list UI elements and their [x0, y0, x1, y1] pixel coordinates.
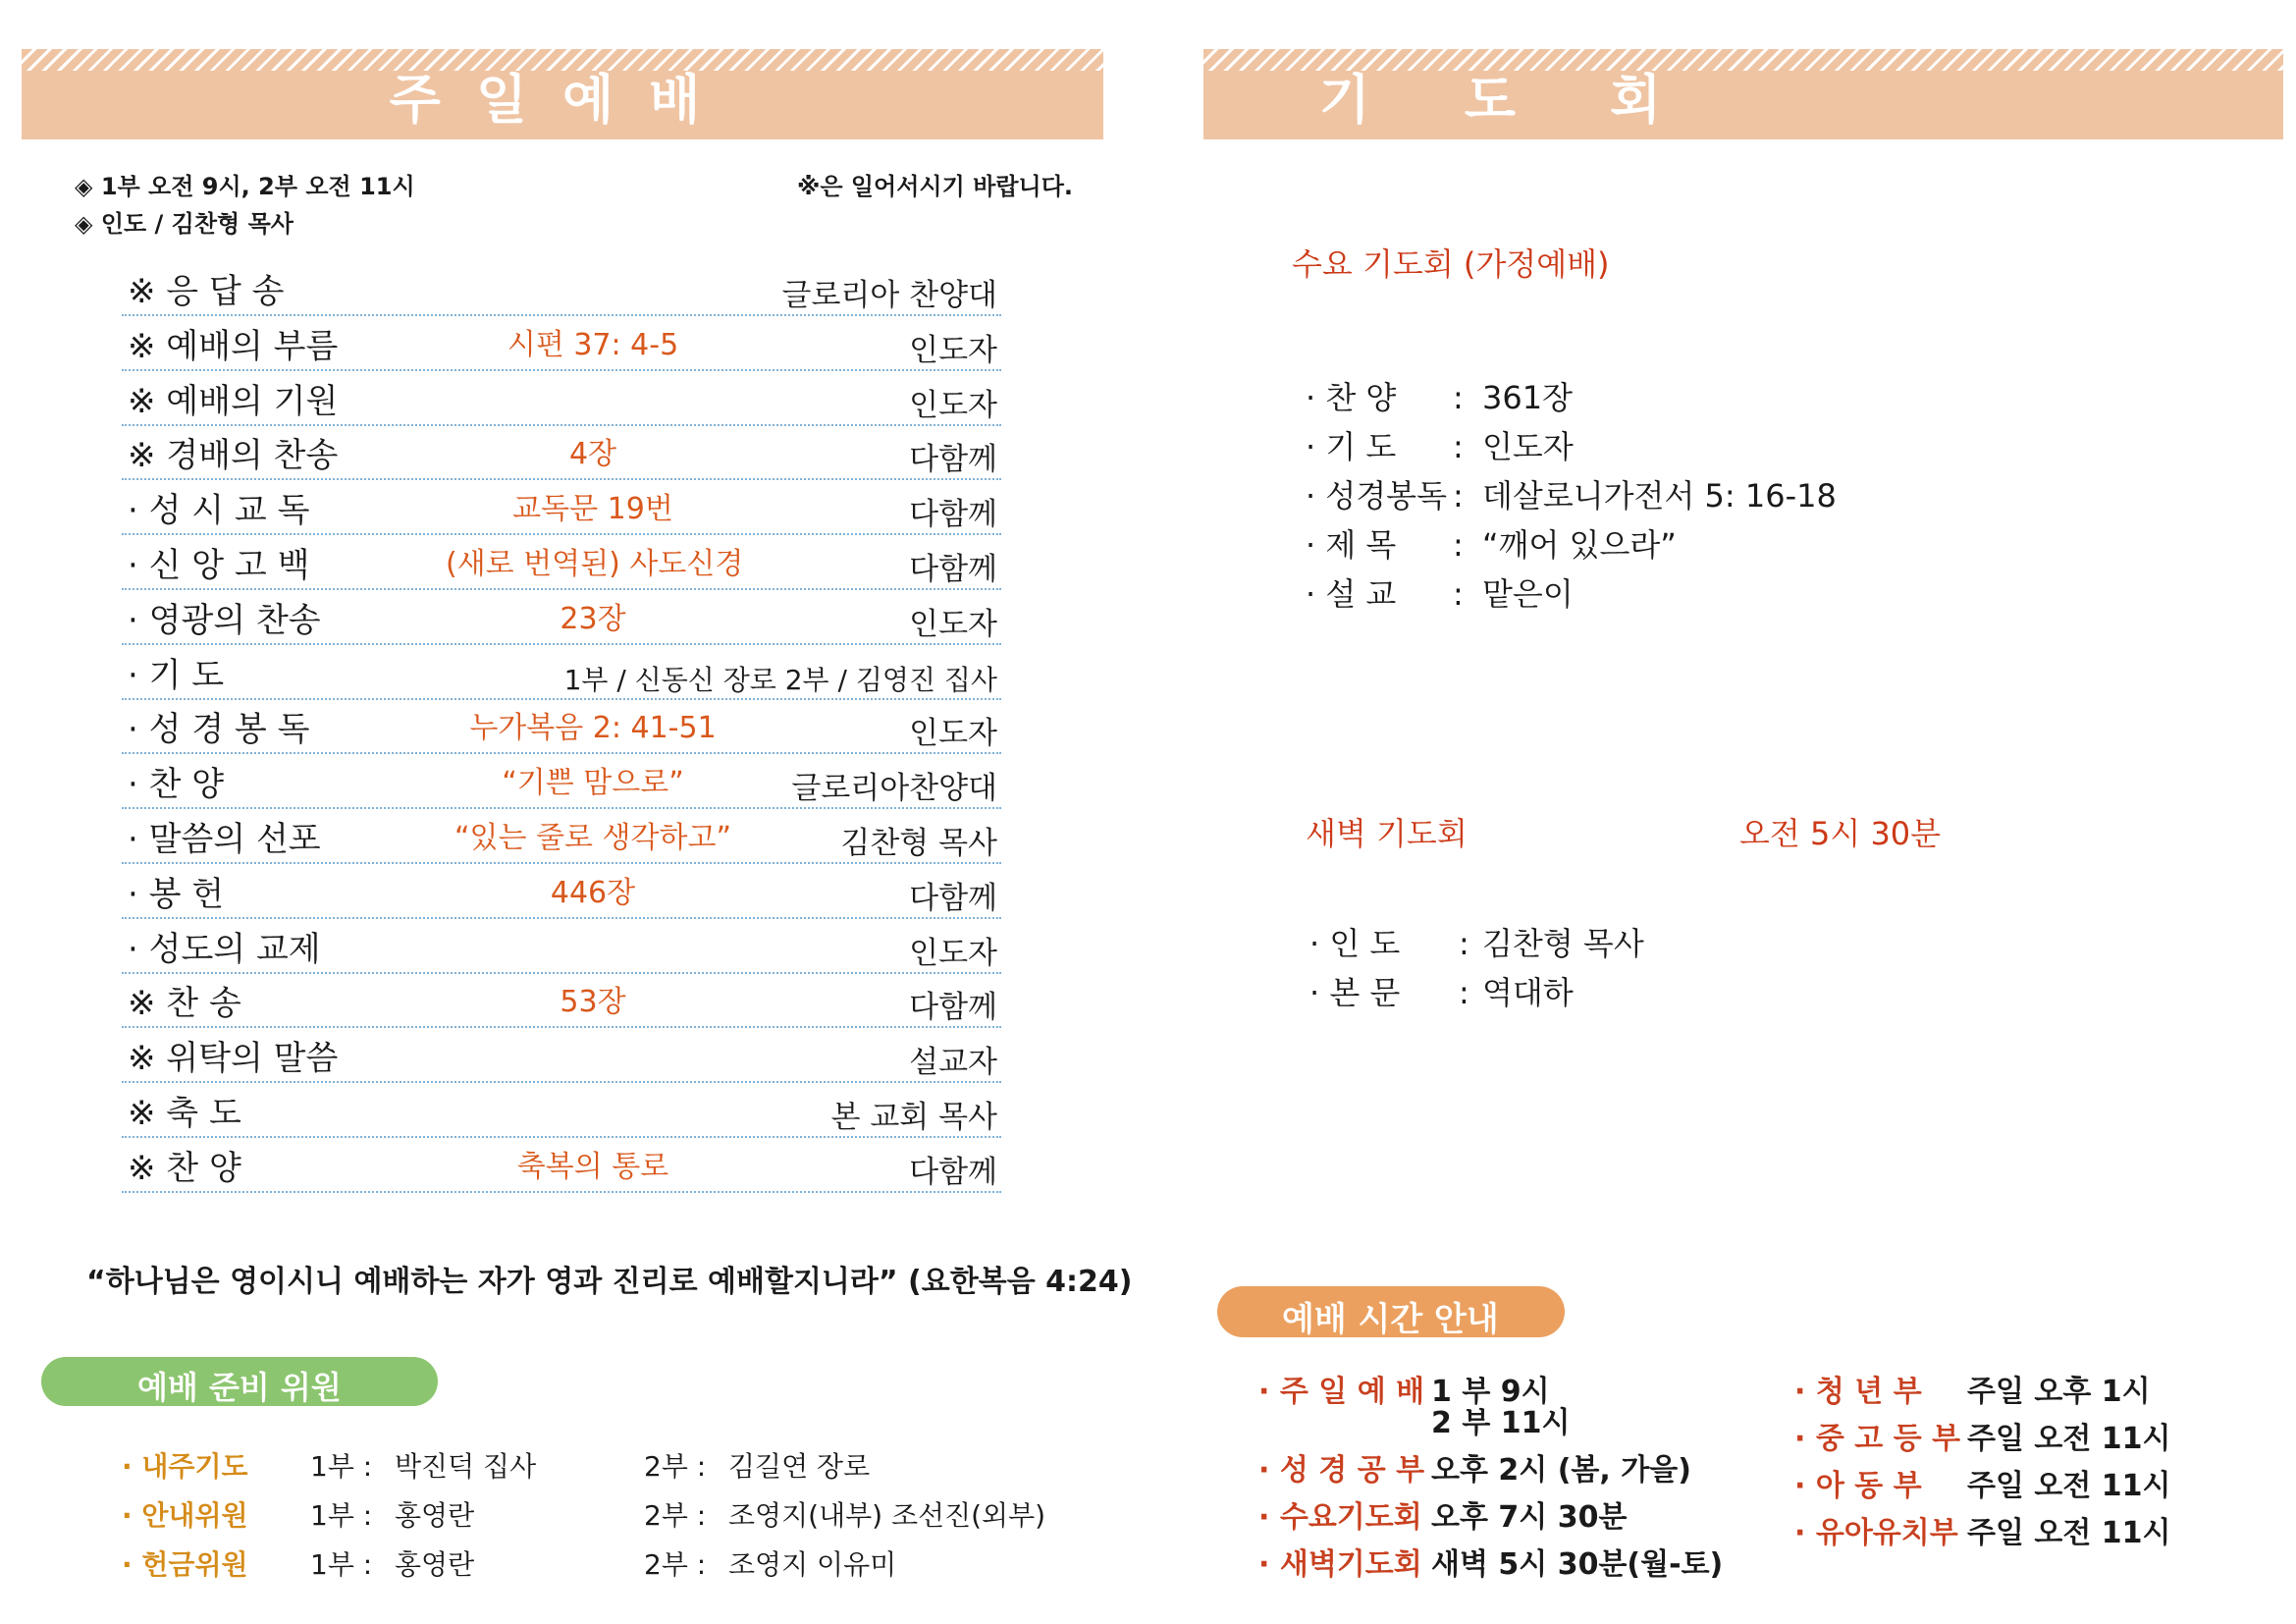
- wednesday-value: 361장: [1482, 379, 1573, 416]
- worship-banner: [22, 49, 1103, 139]
- order-item: · 기 도: [128, 655, 225, 695]
- dawn-label: · 본 문: [1309, 974, 1401, 1011]
- schedule-label: · 성 경 공 부: [1258, 1453, 1425, 1488]
- wednesday-prayer-title: 수요 기도회 (가정예배): [1292, 245, 1610, 283]
- order-item: ※ 찬 양: [128, 1148, 241, 1188]
- schedule-label: · 새벽기도회: [1258, 1547, 1422, 1582]
- schedule-title-pill: [1217, 1286, 1565, 1337]
- schedule-label: · 주 일 예 배: [1258, 1375, 1425, 1409]
- schedule-value: 주일 오후 1시: [1967, 1375, 2151, 1409]
- wednesday-label: · 설 교: [1306, 575, 1397, 613]
- wednesday-line: [1306, 520, 1677, 566]
- dawn-line: [1309, 919, 1644, 964]
- schedule-label: · 유아유치부: [1794, 1516, 1958, 1550]
- schedule-left-row: [1258, 1492, 1627, 1536]
- schedule-label: · 청 년 부: [1794, 1375, 1922, 1409]
- order-leader: 다함께: [909, 497, 997, 533]
- team-name1: 홍영란: [395, 1499, 475, 1532]
- worship-banner-title: 주일예배: [389, 69, 736, 131]
- order-leader: 다함께: [909, 990, 997, 1026]
- order-row: [122, 534, 1001, 590]
- wednesday-line: [1306, 569, 1574, 615]
- team-role: · 헌금위원: [122, 1548, 248, 1581]
- colon: :: [1453, 526, 1464, 564]
- order-row: [122, 1137, 1001, 1193]
- order-row: [122, 808, 1001, 864]
- schedule-value: 1 부 9시: [1431, 1375, 1550, 1409]
- colon: :: [1459, 974, 1469, 1011]
- colon: :: [1453, 428, 1464, 465]
- order-leader: 설교자: [909, 1045, 997, 1081]
- schedule-right-row: [1794, 1414, 2171, 1457]
- order-row: [122, 424, 1001, 480]
- wednesday-value: 인도자: [1482, 428, 1574, 465]
- prayer-banner: [1203, 49, 2283, 139]
- schedule-left-row: [1258, 1398, 1570, 1441]
- team-role: · 안내위원: [122, 1499, 248, 1532]
- team-name2: 김길연 장로: [728, 1450, 871, 1483]
- order-detail: 23장: [560, 601, 626, 636]
- wednesday-line: [1306, 422, 1574, 467]
- dawn-value: 역대하: [1482, 974, 1574, 1011]
- service-leader: ◈ 인도 / 김찬형 목사: [75, 210, 294, 238]
- order-row: [122, 863, 1001, 919]
- wednesday-line: [1306, 373, 1573, 418]
- schedule-label: · 중 고 등 부: [1794, 1422, 1961, 1456]
- order-item: ※ 찬 송: [128, 984, 241, 1024]
- dawn-line: [1309, 968, 1574, 1013]
- team-part1: 1부 :: [310, 1499, 373, 1532]
- colon: :: [1453, 575, 1464, 613]
- order-item: ※ 예배의 기원: [128, 381, 339, 421]
- order-item: · 신 앙 고 백: [128, 546, 310, 585]
- colon: :: [1459, 925, 1469, 962]
- team-name2: 조영지(내부) 조선진(외부): [728, 1499, 1046, 1532]
- wednesday-label: · 제 목: [1306, 526, 1397, 564]
- wednesday-line: [1306, 471, 1837, 516]
- order-item: · 성 경 봉 독: [128, 710, 310, 750]
- order-item: · 봉 헌: [128, 874, 225, 914]
- scripture-quote: “하나님은 영이시니 예배하는 자가 영과 진리로 예배할지니라” (요한복음 4:24): [86, 1265, 1133, 1299]
- colon: :: [1453, 477, 1464, 514]
- order-item: ※ 경배의 찬송: [128, 436, 339, 476]
- service-time: ◈ 1부 오전 9시, 2부 오전 11시: [75, 173, 415, 200]
- order-leader: 인도자: [909, 716, 997, 752]
- order-leader: 다함께: [909, 442, 997, 478]
- prayer-banner-title: 기도회: [1318, 69, 1756, 131]
- schedule-left-row: [1258, 1445, 1691, 1489]
- order-item: · 성도의 교제: [128, 929, 321, 969]
- order-detail: 53장: [560, 985, 626, 1020]
- order-row: [122, 315, 1001, 371]
- wednesday-value: 맡은이: [1482, 575, 1574, 613]
- wednesday-label: · 성경봉독: [1306, 477, 1447, 514]
- schedule-value: 주일 오전 11시: [1967, 1469, 2171, 1503]
- team-row: [122, 1543, 1064, 1583]
- order-detail: 축복의 통로: [516, 1149, 669, 1184]
- order-item: ※ 예배의 부름: [128, 326, 339, 366]
- order-item: · 성 시 교 독: [128, 491, 310, 531]
- order-leader: 본 교회 목사: [830, 1100, 997, 1135]
- schedule-title: 예배 시간 안내: [1282, 1300, 1499, 1339]
- order-leader: 다함께: [909, 552, 997, 587]
- schedule-value: 오후 7시 30분: [1431, 1500, 1628, 1535]
- order-row: [122, 644, 1001, 700]
- team-name1: 박진덕 집사: [395, 1450, 537, 1483]
- order-item: · 영광의 찬송: [128, 600, 321, 640]
- team-part2: 2부 :: [644, 1548, 707, 1581]
- team-part2: 2부 :: [644, 1499, 707, 1532]
- team-title: 예배 준비 위원: [137, 1369, 342, 1406]
- order-leader: 인도자: [909, 606, 997, 642]
- schedule-value: 2 부 11시: [1431, 1406, 1571, 1440]
- dawn-value: 김찬형 목사: [1482, 925, 1644, 962]
- order-row: [122, 589, 1001, 645]
- order-detail: 교독문 19번: [512, 492, 673, 527]
- team-row: [122, 1494, 1064, 1534]
- order-detail: (새로 번역된) 사도신경: [446, 547, 744, 581]
- order-detail: 446장: [550, 875, 636, 910]
- wednesday-value: “깨어 있으라”: [1482, 526, 1677, 564]
- team-part1: 1부 :: [310, 1548, 373, 1581]
- wednesday-value: 데살로니가전서 5: 16-18: [1482, 477, 1837, 514]
- dawn-label: · 인 도: [1309, 925, 1401, 962]
- order-item: · 찬 양: [128, 765, 225, 805]
- schedule-value: 오후 2시 (봄, 가을): [1431, 1453, 1691, 1488]
- team-part1: 1부 :: [310, 1450, 373, 1483]
- order-leader: 인도자: [909, 935, 997, 971]
- schedule-label: · 아 동 부: [1794, 1469, 1922, 1503]
- schedule-value: 새벽 5시 30분(월-토): [1431, 1547, 1724, 1582]
- schedule-right-row: [1794, 1367, 2151, 1410]
- order-row: [122, 753, 1001, 809]
- order-row: [122, 918, 1001, 974]
- schedule-left-row: [1258, 1540, 1723, 1583]
- order-detail: 시편 37: 4-5: [507, 327, 679, 362]
- dawn-prayer-time: 오전 5시 30분: [1739, 815, 1942, 852]
- order-row: [122, 479, 1001, 535]
- colon: :: [1453, 379, 1464, 416]
- schedule-right-row: [1794, 1508, 2171, 1551]
- order-item: ※ 위탁의 말씀: [128, 1039, 339, 1079]
- schedule-value: 주일 오전 11시: [1967, 1516, 2171, 1550]
- order-leader: 1부 / 신동신 장로 2부 / 김영진 집사: [563, 663, 997, 696]
- order-row: [122, 370, 1001, 426]
- schedule-right-row: [1794, 1461, 2171, 1504]
- order-leader: 글로리아 찬양대: [781, 278, 997, 313]
- team-name2: 조영지 이유미: [728, 1548, 897, 1581]
- order-item: ※ 축 도: [128, 1094, 241, 1133]
- order-row: [122, 972, 1001, 1028]
- order-item: ※ 응 답 송: [128, 272, 285, 311]
- order-leader: 김찬형 목사: [840, 826, 997, 861]
- schedule-value: 주일 오전 11시: [1967, 1422, 2171, 1456]
- schedule-label: · 수요기도회: [1258, 1500, 1422, 1535]
- order-row: [122, 698, 1001, 754]
- team-part2: 2부 :: [644, 1450, 707, 1483]
- order-row: [122, 260, 1001, 316]
- order-leader: 글로리아찬양대: [791, 771, 997, 807]
- order-detail: 4장: [568, 437, 617, 472]
- order-leader: 인도자: [909, 387, 997, 423]
- stand-note: ※은 일어서시기 바랍니다.: [797, 173, 1073, 200]
- order-detail: 누가복음 2: 41-51: [469, 711, 717, 746]
- team-role: · 내주기도: [122, 1450, 248, 1483]
- order-item: · 말씀의 선포: [128, 820, 321, 859]
- team-row: [122, 1445, 1064, 1485]
- wednesday-label: · 기 도: [1306, 428, 1397, 465]
- order-row: [122, 1027, 1001, 1083]
- dawn-prayer-title: 새벽 기도회: [1306, 815, 1468, 852]
- order-leader: 인도자: [909, 332, 997, 368]
- order-row: [122, 1082, 1001, 1138]
- wednesday-label: · 찬 양: [1306, 379, 1397, 416]
- order-leader: 다함께: [909, 880, 997, 916]
- team-title-pill: [41, 1357, 438, 1406]
- order-detail: “기쁜 맘으로”: [502, 766, 684, 801]
- team-name1: 홍영란: [395, 1548, 475, 1581]
- order-leader: 다함께: [909, 1154, 997, 1190]
- order-detail: “있는 줄로 생각하고”: [454, 821, 731, 855]
